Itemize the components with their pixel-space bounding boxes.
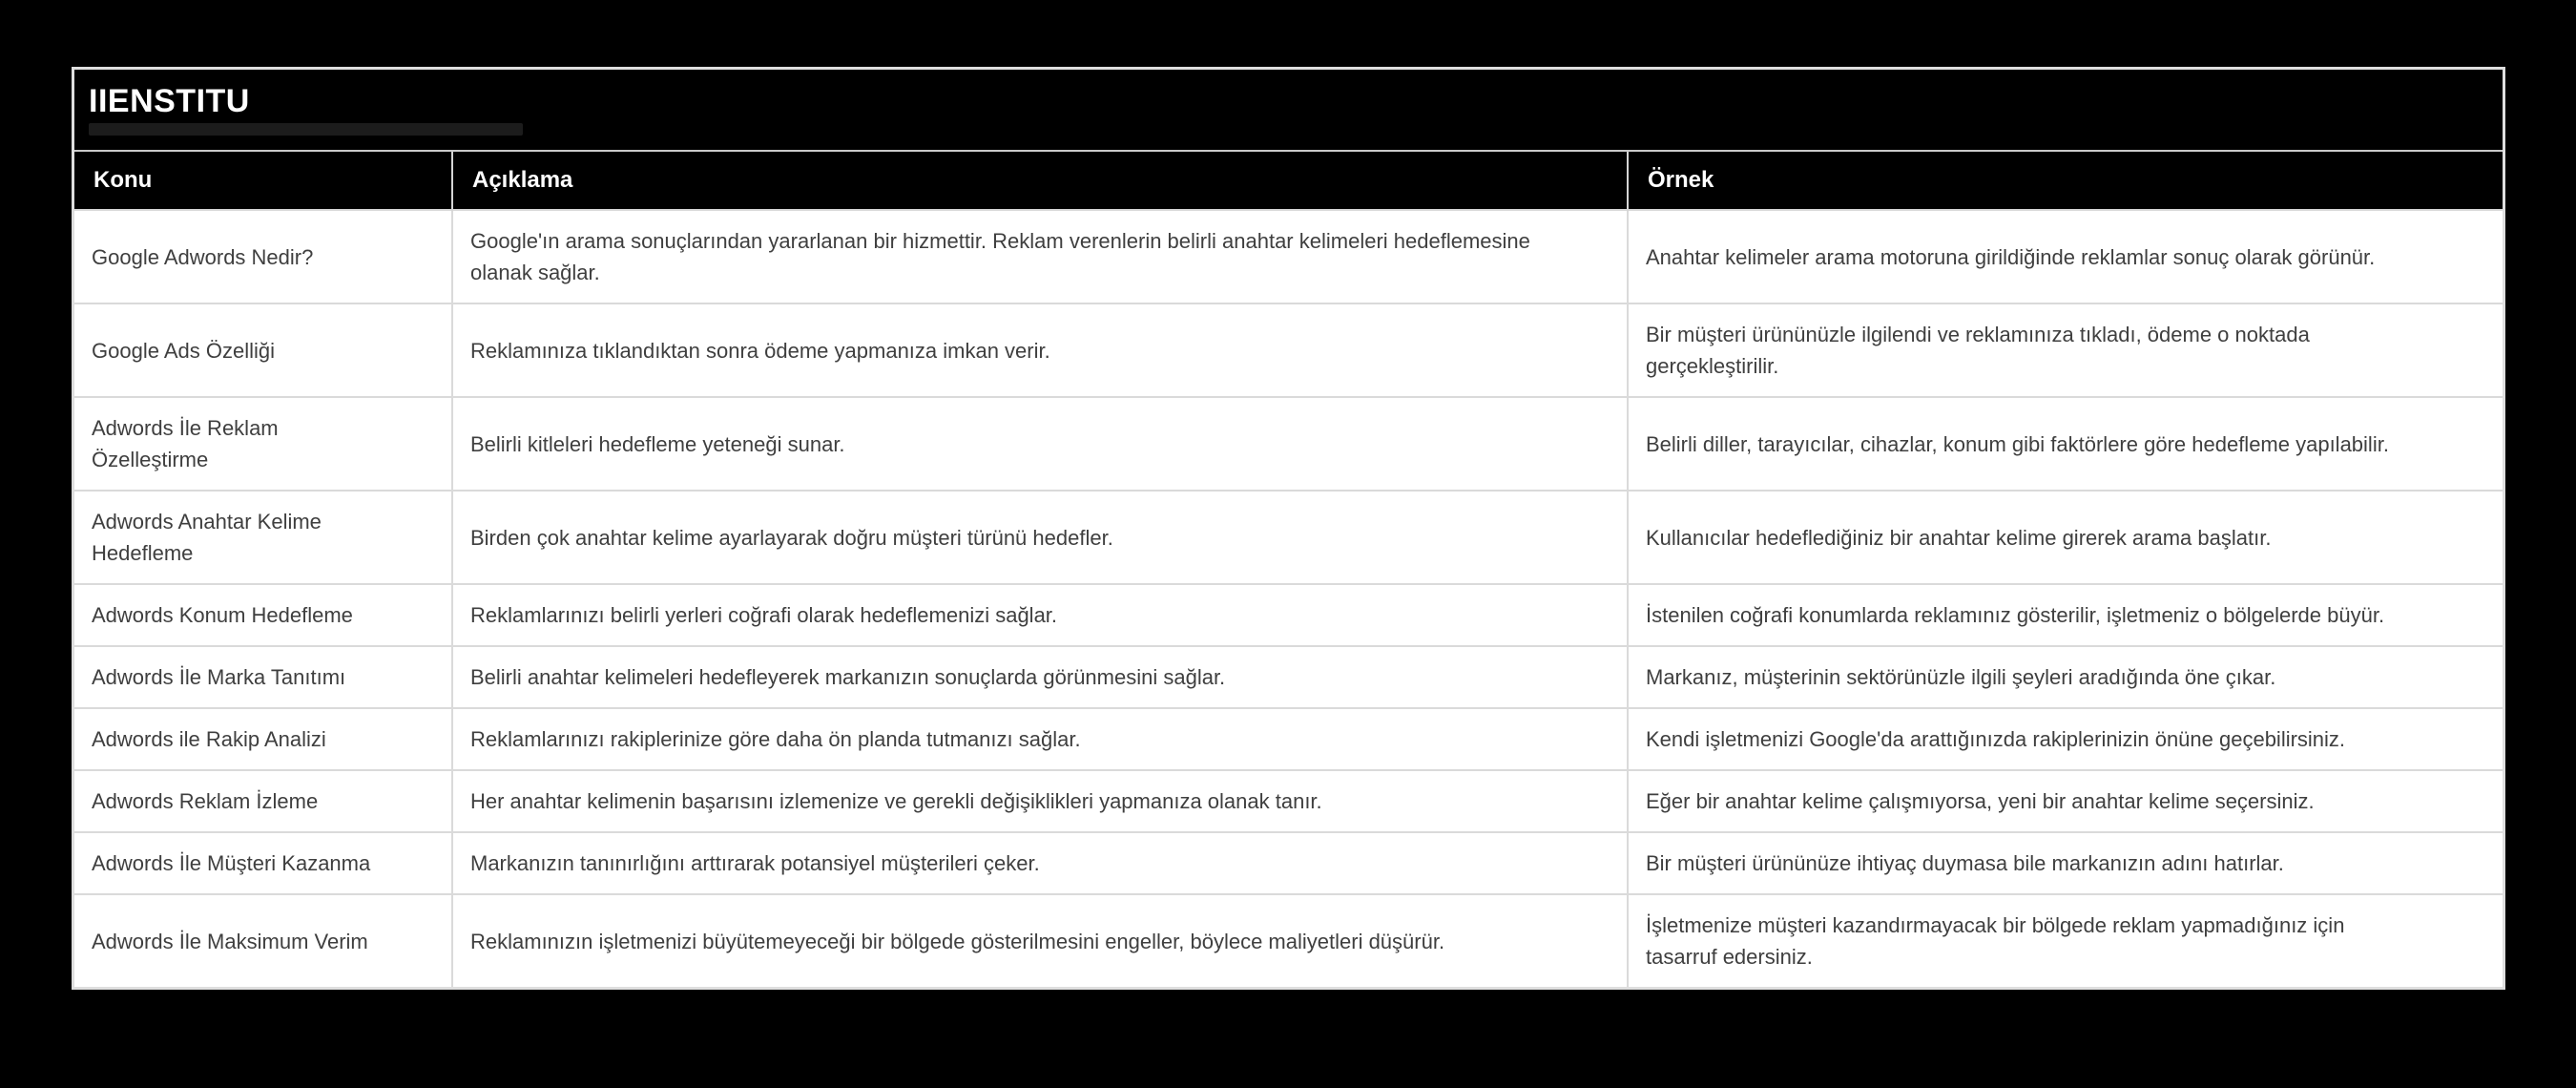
cell-ornek: Kendi işletmenizi Google'da arattığınızda rakiplerinizin önüne geçebilirsiniz. [1628,708,2503,770]
cell-aciklama: Reklamlarınızı rakiplerinize göre daha ön planda tutmanızı sağlar. [452,708,1628,770]
cell-ornek: Belirli diller, tarayıcılar, cihazlar, konum gibi faktörlere göre hedefleme yapılabilir. [1628,397,2503,491]
cell-ornek: Eğer bir anahtar kelime çalışmıyorsa, yeni bir anahtar kelime seçersiniz. [1628,770,2503,832]
cell-aciklama: Birden çok anahtar kelime ayarlayarak doğru müşteri türünü hedefler. [452,491,1628,584]
cell-aciklama: Reklamlarınızı belirli yerleri coğrafi olarak hedeflemenizi sağlar. [452,584,1628,646]
cell-ornek: İşletmenize müşteri kazandırmayacak bir bölgede reklam yapmadığınız için tasarruf edersiniz. [1628,894,2503,987]
cell-aciklama: Her anahtar kelimenin başarısını izlemenize ve gerekli değişiklikleri yapmanıza olanak tanır. [452,770,1628,832]
cell-konu: Adwords İle Marka Tanıtımı [74,646,452,708]
cell-ornek: Bir müşteri ürününüzle ilgilendi ve reklamınıza tıkladı, ödeme o noktada gerçekleştirilir. [1628,303,2503,397]
cell-ornek: Kullanıcılar hedeflediğiniz bir anahtar kelime girerek arama başlatır. [1628,491,2503,584]
cell-konu: Adwords Reklam İzleme [74,770,452,832]
cell-aciklama: Google'ın arama sonuçlarından yararlanan bir hizmettir. Reklam verenlerin belirli anahtar kelimeleri hedeflemesine olanak sağlar. [452,210,1628,303]
cell-ornek: Anahtar kelimeler arama motoruna girildiğinde reklamlar sonuç olarak görünür. [1628,210,2503,303]
column-header-konu: Konu [74,152,452,210]
adwords-info-table-card [72,67,2505,990]
column-header-aciklama: Açıklama [452,152,1628,210]
cell-aciklama: Reklamınıza tıklandıktan sonra ödeme yapmanıza imkan verir. [452,303,1628,397]
table-header-row [74,152,2503,210]
table-row [74,646,2503,708]
table-title-bar [74,70,2503,152]
adwords-table [74,152,2503,987]
cell-konu: Adwords İle Reklam Özelleştirme [74,397,452,491]
cell-konu: Google Ads Özelliği [74,303,452,397]
table-row [74,303,2503,397]
cell-konu: Adwords Anahtar Kelime Hedefleme [74,491,452,584]
cell-ornek: İstenilen coğrafi konumlarda reklamınız gösterilir, işletmeniz o bölgelerde büyür. [1628,584,2503,646]
title-subtext-illegible [89,123,523,136]
cell-aciklama: Markanızın tanınırlığını arttırarak potansiyel müşterileri çeker. [452,832,1628,894]
table-row [74,584,2503,646]
cell-aciklama: Belirli anahtar kelimeleri hedefleyerek markanızın sonuçlarda görünmesini sağlar. [452,646,1628,708]
table-row [74,397,2503,491]
page-title: IIENSTITU [89,83,250,119]
cell-ornek: Bir müşteri ürününüze ihtiyaç duymasa bile markanızın adını hatırlar. [1628,832,2503,894]
cell-konu: Adwords İle Maksimum Verim [74,894,452,987]
table-row [74,708,2503,770]
column-header-ornek: Örnek [1648,167,1714,193]
table-row [74,491,2503,584]
cell-konu: Adwords Konum Hedefleme [74,584,452,646]
cell-konu: Adwords İle Müşteri Kazanma [74,832,452,894]
cell-ornek: Markanız, müşterinin sektörünüzle ilgili şeyleri aradığında öne çıkar. [1628,646,2503,708]
cell-konu: Google Adwords Nedir? [74,210,452,303]
table-row [74,832,2503,894]
table-row [74,770,2503,832]
table-row [74,210,2503,303]
table-row [74,894,2503,987]
cell-aciklama: Reklamınızın işletmenizi büyütemeyeceği bir bölgede gösterilmesini engeller, böylece maliyetleri düşürür. [452,894,1628,987]
cell-konu: Adwords ile Rakip Analizi [74,708,452,770]
cell-aciklama: Belirli kitleleri hedefleme yeteneği sunar. [452,397,1628,491]
